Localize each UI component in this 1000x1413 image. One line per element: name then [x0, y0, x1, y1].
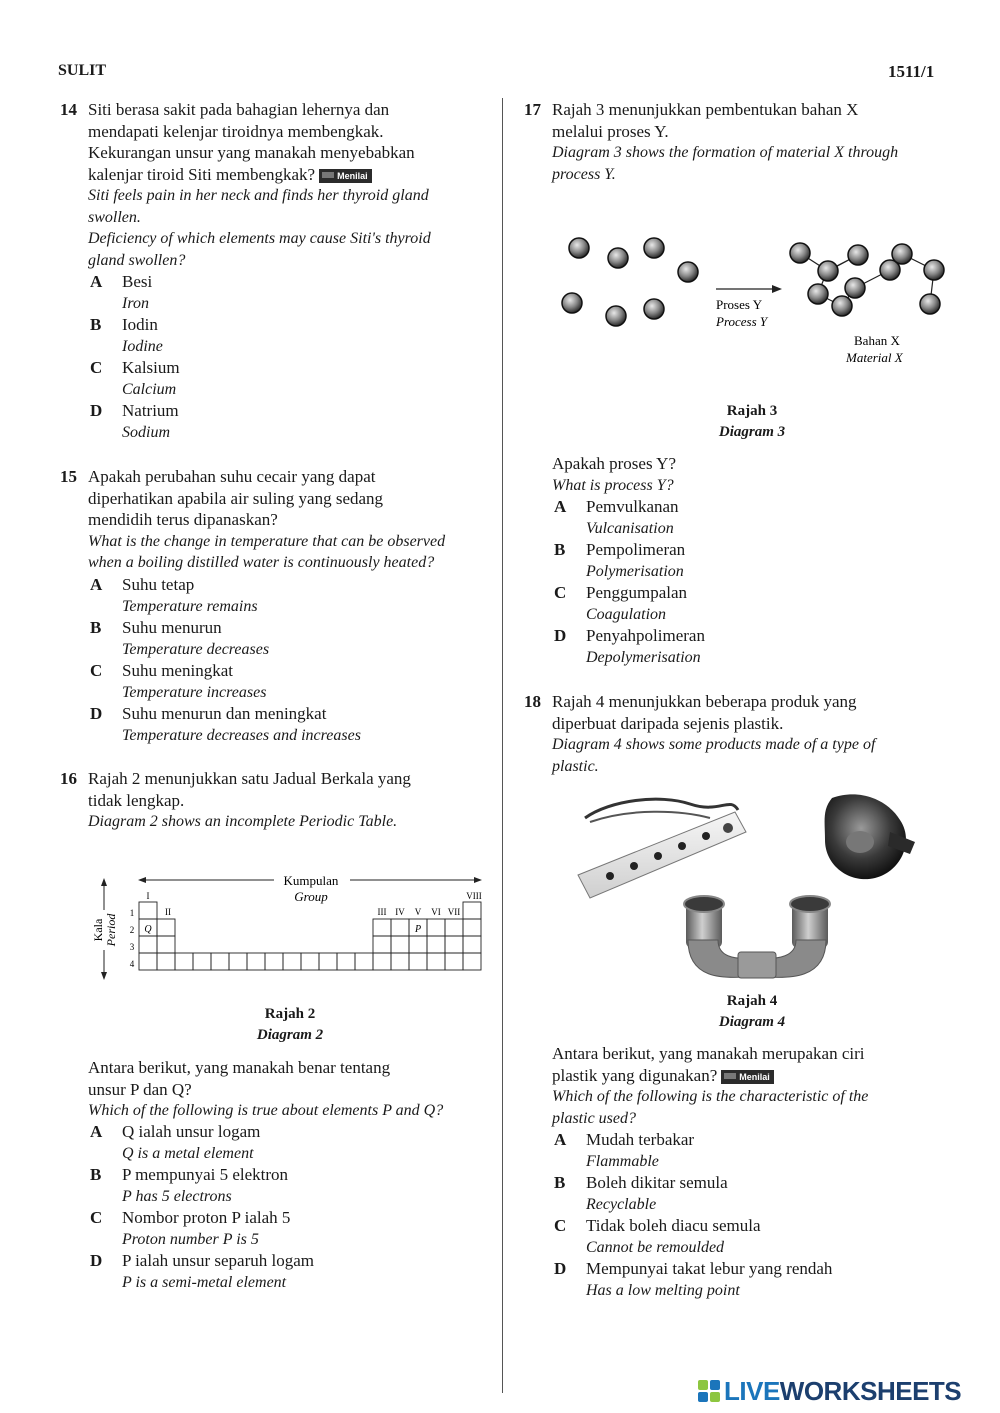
stem-line-en: Diagram 4 shows some products made of a type of: [552, 736, 876, 753]
polymer-chain: [790, 243, 944, 316]
pt-cell: [409, 936, 427, 953]
period-3: 3: [129, 942, 135, 952]
process-label: Proses Y: [716, 297, 763, 312]
stem-line-en: plastic used?: [552, 1109, 636, 1127]
pt-cell: [409, 953, 427, 970]
plastic-products-diagram: [570, 780, 970, 990]
stem-line: unsur P dan Q?: [88, 1079, 192, 1099]
socket-hole: [654, 852, 662, 860]
question-number: 14: [60, 100, 77, 119]
pt-cell: [355, 953, 373, 970]
stem-line: Kekurangan unsur yang manakah menyebabkan: [88, 143, 415, 162]
pt-cell: [301, 953, 319, 970]
pt-cell: [175, 953, 193, 970]
logo-text: [724, 1376, 961, 1406]
pt-cell: [463, 936, 481, 953]
element-p: P: [414, 924, 422, 935]
pt-cell: [463, 953, 481, 970]
stem-line-en: when a boiling distilled water is continuously heated?: [88, 554, 435, 571]
pvc-pipe-image: [684, 896, 830, 978]
question-number: 18: [524, 692, 541, 711]
pt-cell: [157, 919, 175, 936]
header-right: 1511/1: [888, 62, 935, 81]
group-ii: II: [165, 907, 171, 917]
diagram-2-caption: Rajah 2 Diagram 2: [256, 1006, 324, 1043]
material-label-en: Material X: [846, 350, 903, 365]
question-number: 17: [524, 100, 541, 119]
stem-line-en: Siti feels pain in her neck and finds her thyroid gland: [88, 187, 429, 204]
stem-line: kalenjar tiroid Siti membengkak? Menilai: [88, 164, 498, 186]
stem-line: diperbuat daripada sejenis plastik.: [552, 713, 784, 733]
pt-cell: [211, 953, 229, 970]
pt-cell: [373, 936, 391, 953]
pt-cell: [139, 936, 157, 953]
pt-cell: [463, 902, 481, 919]
socket-hole: [678, 842, 686, 850]
stem-line: Apakah proses Y?: [552, 454, 676, 473]
period-2: 2: [129, 925, 135, 935]
group-vii: VII: [447, 907, 461, 917]
polymerisation-diagram: [550, 226, 970, 376]
header-left: SULIT: [58, 62, 107, 79]
plug-image: [825, 794, 915, 879]
stem-line: mendidih terus dipanaskan?: [88, 510, 278, 529]
pt-cell: [445, 919, 463, 936]
pt-cell: [157, 953, 175, 970]
menilai-badge: Menilai: [319, 169, 372, 183]
pt-cell: [391, 953, 409, 970]
power-cable: [585, 799, 738, 818]
pt-cell: [337, 953, 355, 970]
power-cable: [590, 812, 710, 822]
process-arrowhead: [772, 285, 782, 293]
pt-cell: [391, 919, 409, 936]
pipe-opening: [684, 896, 724, 912]
monomer-ball: [678, 262, 698, 282]
monomer-ball: [562, 293, 582, 313]
pt-cell: [445, 936, 463, 953]
monomer-ball: [606, 306, 626, 326]
switch: [723, 823, 733, 833]
period-label-en: Period: [104, 913, 118, 947]
element-q: Q: [144, 924, 152, 935]
pt-cell: [463, 919, 481, 936]
pt-cell: [391, 936, 409, 953]
stem-line: diperhatikan apabila air suling yang sedang: [88, 488, 384, 508]
polymer-ball: [818, 261, 838, 281]
pt-cell: [139, 902, 157, 919]
pt-cell: [193, 953, 211, 970]
stem-line-en: Diagram 3 shows the formation of material X through: [552, 144, 899, 161]
pt-cell: [445, 953, 463, 970]
stem-line-en: swollen.: [88, 208, 141, 226]
stem-line: Rajah 4 menunjukkan beberapa produk yang: [552, 692, 857, 711]
pt-cell: [427, 953, 445, 970]
stem-line-en: process Y.: [552, 165, 616, 183]
group-label: Kumpulan: [283, 873, 339, 888]
pt-cell: [247, 953, 265, 970]
polymer-ball: [924, 260, 944, 280]
socket-hole: [606, 872, 614, 880]
stem-line-en: Which of the following is the characteristic of the: [552, 1088, 869, 1105]
stem-line: plastik yang digunakan? Menilai: [552, 1065, 972, 1087]
polymer-ball: [790, 243, 810, 263]
stem-line: melalui proses Y.: [552, 121, 669, 141]
periodic-table-diagram: [88, 868, 488, 986]
group-v: V: [414, 907, 422, 917]
stem-line: Rajah 3 menunjukkan pembentukan bahan X: [552, 100, 859, 119]
pt-cell: [427, 936, 445, 953]
monomer-ball: [608, 248, 628, 268]
stem-line: Siti berasa sakit pada bahagian lehernya dan: [88, 100, 390, 119]
question-number: 15: [60, 467, 77, 486]
polymer-ball: [832, 296, 852, 316]
monomer-ball: [644, 238, 664, 258]
stem-line: Rajah 2 menunjukkan satu Jadual Berkala yang: [88, 769, 411, 788]
logo-text-live: LIVE: [724, 1376, 780, 1406]
stem-line: Antara berikut, yang manakah benar tentang: [88, 1058, 391, 1077]
pt-cell: [427, 919, 445, 936]
monomer-group: [562, 238, 698, 326]
pt-cell: [265, 953, 283, 970]
stem-line-en: What is the change in temperature that can be observed: [88, 532, 446, 550]
period-label: Kala: [91, 918, 105, 942]
logo-text-worksheets: WORKSHEETS: [779, 1376, 962, 1406]
polymer-ball: [808, 284, 828, 304]
pt-cell: [319, 953, 337, 970]
pipe-joint: [738, 952, 776, 978]
pipe-opening: [790, 896, 830, 912]
period-4: 4: [129, 959, 135, 969]
group-viii: VIII: [466, 891, 482, 901]
stem-line: mendapati kelenjar tiroidnya membengkak.: [88, 121, 384, 141]
stem-line: Antara berikut, yang manakah merupakan ciri: [552, 1044, 865, 1063]
diagram-3-caption: Rajah 3 Diagram 3: [718, 403, 786, 440]
stem-line-en: Which of the following is true about elements P and Q?: [88, 1102, 444, 1119]
socket-hole: [630, 862, 638, 870]
polymer-ball: [920, 294, 940, 314]
stem-line-en: Deficiency of which elements may cause Siti's thyroid: [88, 230, 431, 247]
stem-line: tidak lengkap.: [88, 790, 185, 810]
material-label: Bahan X: [854, 333, 900, 348]
process-label-en: Process Y: [716, 314, 768, 329]
socket-hole: [702, 832, 710, 840]
group-vi: VI: [431, 907, 441, 917]
pt-cell: [229, 953, 247, 970]
menilai-badge: Menilai: [721, 1070, 774, 1084]
question-number: 16: [60, 769, 77, 788]
stem-line: Apakah perubahan suhu cecair yang dapat: [88, 467, 376, 486]
period-1: 1: [129, 908, 135, 918]
pt-cell: [157, 936, 175, 953]
strip-body: [578, 812, 746, 898]
stem-line-en: Diagram 2 shows an incomplete Periodic Table.: [88, 813, 398, 830]
group-iii: III: [377, 907, 387, 917]
pt-cell: [373, 919, 391, 936]
group-label-en: Group: [294, 889, 328, 904]
liveworksheets-icon: [698, 1380, 722, 1402]
column-divider: [502, 98, 503, 1393]
group-iv: IV: [395, 907, 405, 917]
monomer-ball: [569, 238, 589, 258]
stem-line-en: gland swollen?: [88, 251, 186, 269]
stem-line-en: What is process Y?: [552, 476, 674, 494]
polymer-ball: [845, 278, 865, 298]
periodic-table-grid: [139, 902, 481, 970]
power-strip-image: [578, 799, 746, 898]
pt-cell: [373, 953, 391, 970]
monomer-ball: [644, 299, 664, 319]
polymer-ball: [848, 245, 868, 265]
diagram-4-caption: Rajah 4 Diagram 4: [718, 993, 786, 1030]
liveworksheets-logo[interactable]: [698, 1376, 993, 1406]
plug-face: [846, 831, 874, 853]
group-i: I: [146, 891, 150, 901]
stem-line-en: plastic.: [552, 757, 599, 775]
polymer-ball: [892, 244, 912, 264]
pt-cell: [283, 953, 301, 970]
pt-cell: [139, 953, 157, 970]
